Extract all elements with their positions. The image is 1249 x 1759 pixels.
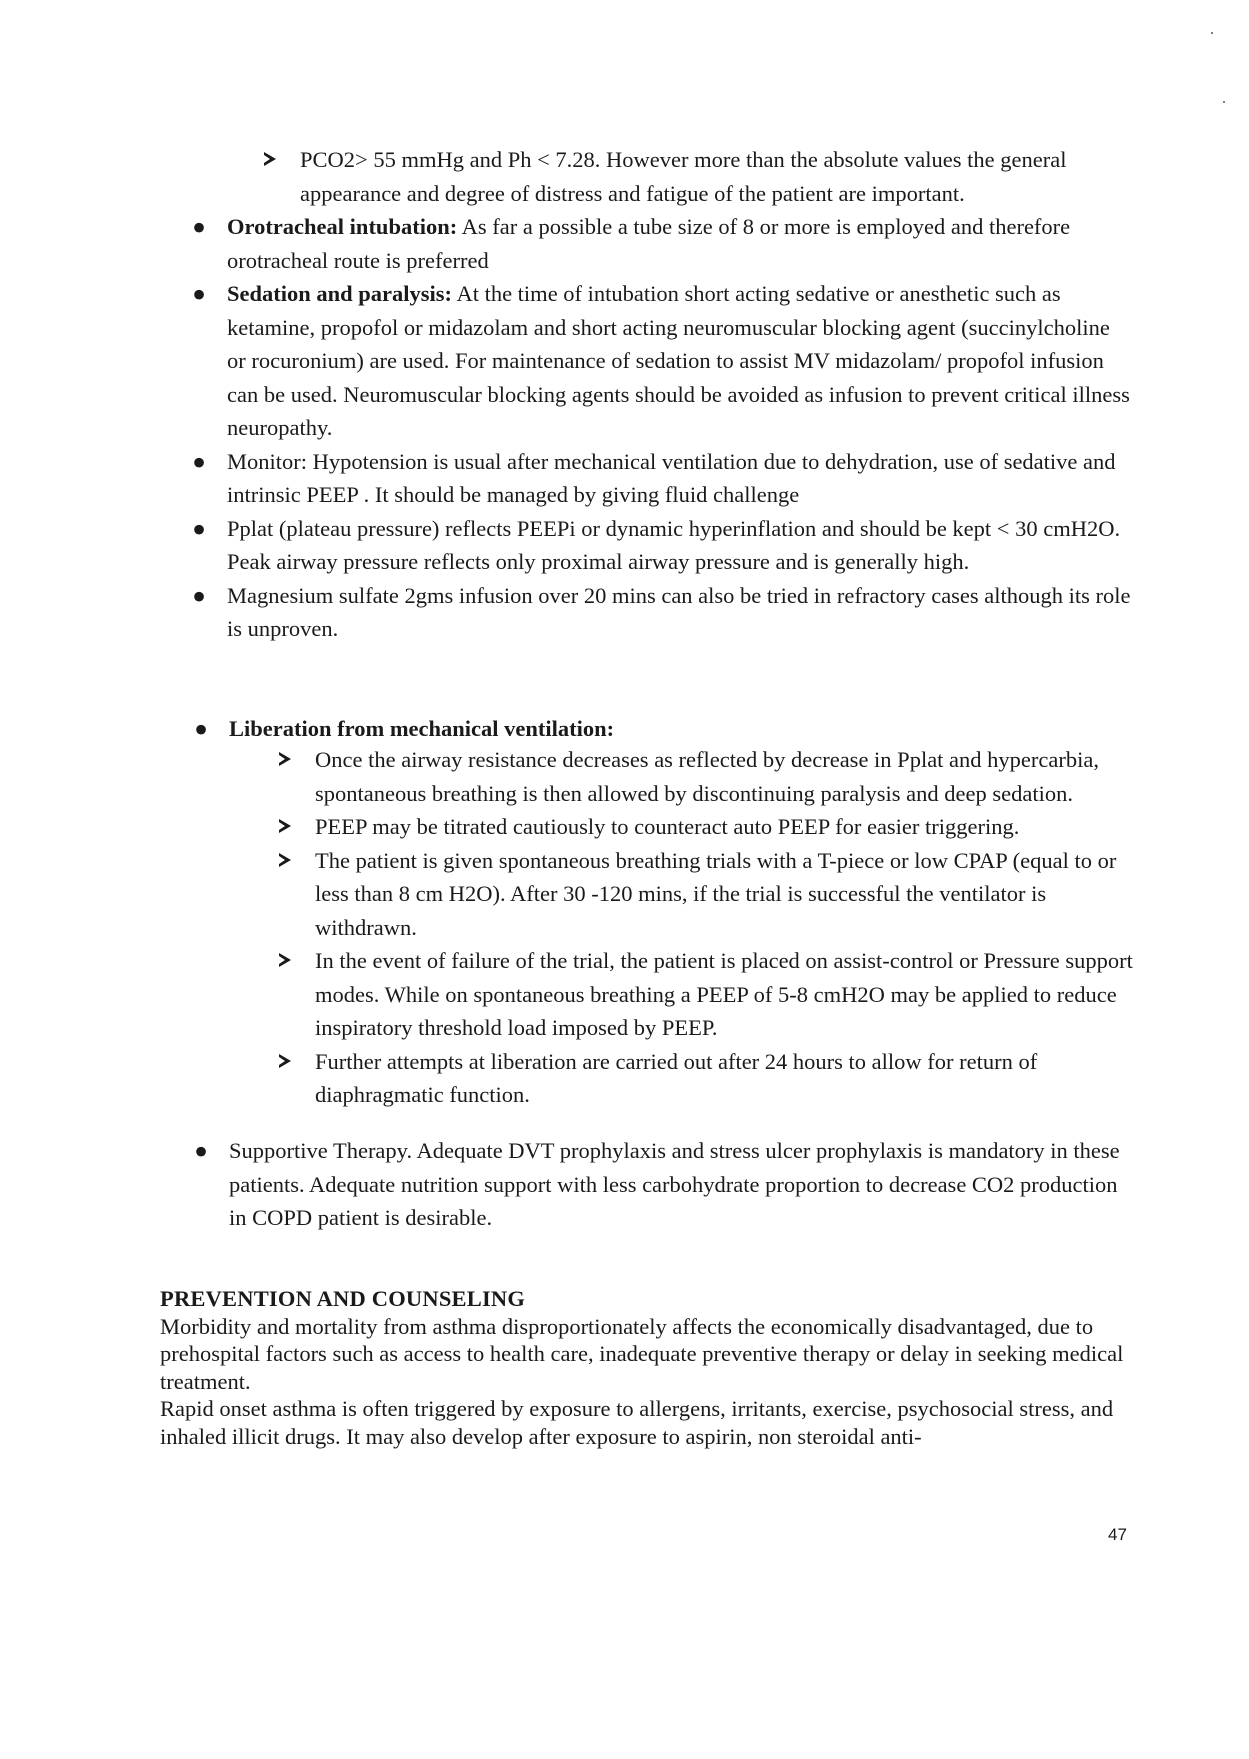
bullet-dot-icon: ●	[194, 1138, 208, 1163]
prevention-section	[160, 1285, 1136, 1450]
sub-item-text: PEEP may be titrated cautiously to counteract auto PEEP for easier triggering.	[315, 814, 1020, 839]
liberation-section	[194, 712, 1129, 746]
sub-item-text: In the event of failure of the trial, the patient is placed on assist-control or Pressure support modes. While on spontaneous breathing a PEEP of 5-8 cmH2O may be applied to reduce inspiratory threshold load imposed by PEEP.	[315, 948, 1133, 1040]
sub-item-text: The patient is given spontaneous breathing trials with a T-piece or low CPAP (equal to or less than 8 cm H2O). After 30 -120 mins, if the trial is successful the ventilator is withdrawn.	[315, 847, 1117, 940]
sub-list-item	[315, 743, 1135, 810]
bullet-dot-icon: ●	[192, 448, 206, 474]
sub-list-item	[315, 844, 1135, 945]
prevention-paragraph-2: Rapid onset asthma is often triggered by exposure to allergens, irritants, exercise, psychosocial stress, and inhaled illicit drugs. It may also develop after exposure to aspirin, non steroidal anti-	[160, 1396, 1114, 1449]
page-number: 47	[1108, 1525, 1127, 1544]
list-item	[192, 512, 1133, 579]
bullet-dot-icon: ●	[192, 582, 206, 608]
list-item	[192, 277, 1133, 445]
scan-speck	[1211, 32, 1213, 34]
bullet-text: Magnesium sulfate 2gms infusion over 20 mins can also be tried in refractory cases although its role is unproven.	[227, 582, 1131, 641]
supportive-text: Supportive Therapy. Adequate DVT prophylaxis and stress ulcer prophylaxis is mandatory in these patients. Adequate nutrition support with less carbohydrate proportion to decrease CO2 production in COPD patient is desirable.	[229, 1138, 1120, 1230]
bullet-list	[192, 210, 1133, 646]
scan-speck	[1223, 101, 1225, 103]
list-item	[192, 445, 1133, 512]
bullet-dot-icon: ●	[194, 716, 208, 741]
liberation-subitems	[315, 743, 1135, 1112]
sub-item-text: Further attempts at liberation are carried out after 24 hours to allow for return of diaphragmatic function.	[315, 1048, 1038, 1107]
prevention-heading: PREVENTION AND COUNSELING	[160, 1286, 526, 1311]
bullet-text: As far a possible a tube size of 8 or more is employed and therefore orotracheal route is preferred	[227, 214, 1071, 273]
bullet-lead: Orotracheal intubation:	[227, 214, 458, 239]
bullet-lead: Sedation and paralysis:	[227, 281, 453, 306]
top-sub-item	[300, 143, 1100, 210]
bullet-dot-icon: ●	[192, 515, 206, 541]
sub-list-item	[315, 810, 1135, 844]
arrow-bullet-icon	[274, 743, 296, 777]
bullet-dot-icon: ●	[192, 281, 206, 306]
bullet-text: Pplat (plateau pressure) reflects PEEPi or dynamic hyperinflation and should be kept < 30 cmH2O. Peak airway pressure reflects only proximal airway pressure and is generally high.	[227, 515, 1121, 574]
sub-list-item	[315, 944, 1135, 1045]
prevention-paragraph-1: Morbidity and mortality from asthma disproportionately affects the economically disadvantaged, due to prehospital factors such as access to health care, inadequate preventive therapy or delay in seeking medical treatment.	[160, 1313, 1124, 1394]
top-sub-text: PCO2> 55 mmHg and Ph < 7.28. However more than the absolute values the general appearance and degree of distress and fatigue of the patient are important.	[300, 147, 1067, 206]
arrow-bullet-icon	[274, 944, 296, 978]
bullet-dot-icon: ●	[192, 214, 206, 239]
sub-list-item	[315, 1045, 1135, 1112]
sub-item-text: Once the airway resistance decreases as reflected by decrease in Pplat and hypercarbia, spontaneous breathing is then allowed by discontinuing paralysis and deep sedation.	[315, 747, 1099, 806]
arrow-bullet-icon	[274, 844, 296, 878]
bullet-text: At the time of intubation short acting sedative or anesthetic such as ketamine, propofol or midazolam and short acting neuromuscular blocking agent (succinylcholine or rocuronium) are used. For maintenance of sedation to assist MV midazolam/ propofol infusion can be used. Neuromuscular blocking agents should be avoided as infusion to prevent critical illness neuropathy.	[227, 281, 1130, 440]
liberation-heading: Liberation from mechanical ventilation:	[229, 716, 615, 741]
arrow-bullet-icon	[274, 810, 296, 844]
list-item	[192, 210, 1133, 277]
bullet-text: Monitor: Hypotension is usual after mechanical ventilation due to dehydration, use of sedative and intrinsic PEEP . It should be managed by giving fluid challenge	[227, 448, 1116, 507]
list-item	[192, 579, 1133, 646]
supportive-item	[194, 1134, 1129, 1235]
arrow-bullet-icon	[259, 143, 281, 177]
arrow-bullet-icon	[274, 1045, 296, 1079]
